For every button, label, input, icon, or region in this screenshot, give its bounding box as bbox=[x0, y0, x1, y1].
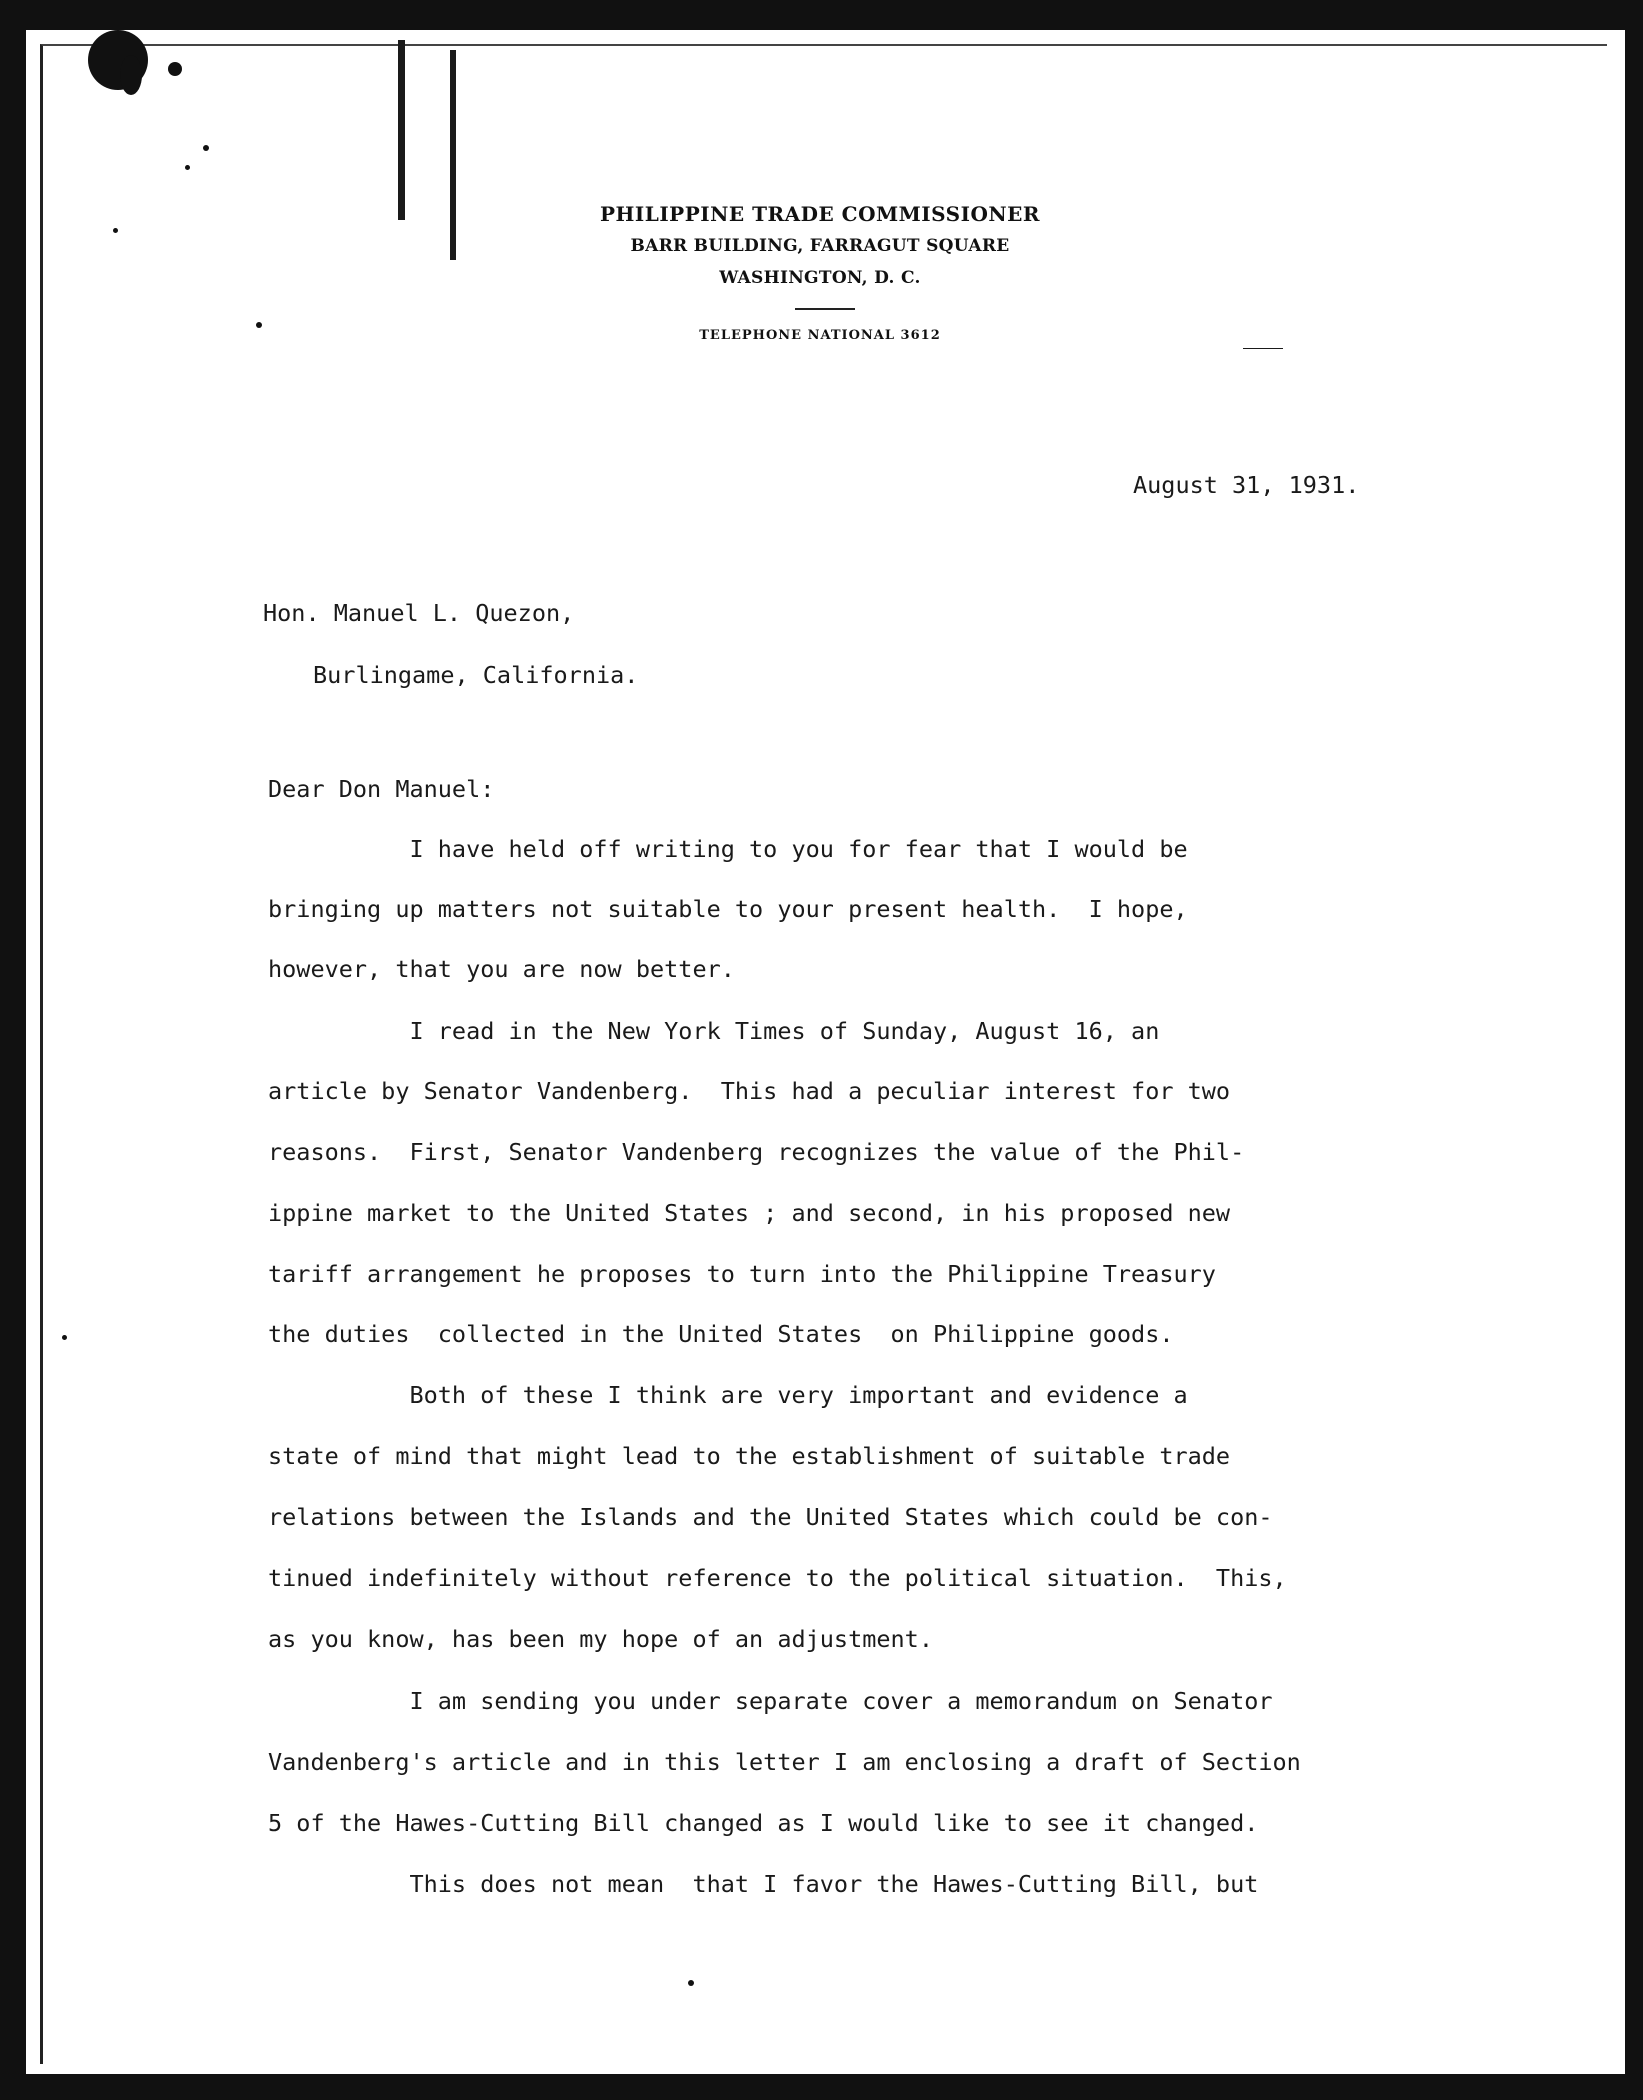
body-line: state of mind that might lead to the establishment of suitable trade bbox=[268, 1442, 1231, 1470]
ink-speck bbox=[203, 145, 209, 151]
body-line: article by Senator Vandenberg. This had a peculiar interest for two bbox=[268, 1077, 1231, 1105]
body-line: the duties collected in the United States on Philippine goods. bbox=[268, 1320, 1174, 1348]
ink-stain bbox=[168, 62, 182, 76]
body-line: tariff arrangement he proposes to turn into the Philippine Treasury bbox=[268, 1260, 1216, 1288]
body-line: 5 of the Hawes-Cutting Bill changed as I would like to see it changed. bbox=[268, 1809, 1259, 1837]
salutation: Dear Don Manuel: bbox=[268, 775, 495, 803]
body-line: as you know, has been my hope of an adjustment. bbox=[268, 1625, 933, 1653]
body-line: Vandenberg's article and in this letter I am enclosing a draft of Section bbox=[268, 1748, 1301, 1776]
scratch-mark bbox=[1243, 348, 1283, 349]
body-line: ippine market to the United States ; and second, in his proposed new bbox=[268, 1199, 1231, 1227]
body-line: This does not mean that I favor the Hawes-Cutting Bill, but bbox=[268, 1870, 1259, 1898]
letterhead-title: PHILIPPINE TRADE COMMISSIONER bbox=[599, 202, 1041, 226]
letter-date: August 31, 1931. bbox=[1133, 471, 1360, 499]
ink-speck bbox=[185, 165, 190, 170]
scratch-mark bbox=[398, 40, 405, 220]
recipient-name: Hon. Manuel L. Quezon, bbox=[263, 599, 575, 627]
body-line: relations between the Islands and the United States which could be con- bbox=[268, 1503, 1273, 1531]
ink-speck bbox=[62, 1335, 67, 1340]
ink-speck bbox=[688, 1980, 694, 1986]
ink-stain bbox=[120, 55, 142, 95]
letterhead-rule bbox=[795, 308, 855, 310]
body-line: however, that you are now better. bbox=[268, 955, 735, 983]
body-line: bringing up matters not suitable to your present health. I hope, bbox=[268, 895, 1188, 923]
body-line: tinued indefinitely without reference to the political situation. This, bbox=[268, 1564, 1287, 1592]
letterhead-address: BARR BUILDING, FARRAGUT SQUARE bbox=[630, 236, 1010, 256]
ink-speck bbox=[256, 322, 262, 328]
body-line: I am sending you under separate cover a memorandum on Senator bbox=[268, 1687, 1273, 1715]
letterhead-phone: TELEPHONE NATIONAL 3612 bbox=[699, 328, 941, 343]
body-line: reasons. First, Senator Vandenberg recognizes the value of the Phil- bbox=[268, 1138, 1245, 1166]
ink-speck bbox=[113, 228, 118, 233]
recipient-location: Burlingame, California. bbox=[313, 661, 639, 689]
body-line: Both of these I think are very important and evidence a bbox=[268, 1381, 1188, 1409]
letterhead-city: WASHINGTON, D. C. bbox=[719, 268, 921, 288]
scratch-mark bbox=[450, 50, 456, 260]
body-line: I read in the New York Times of Sunday, August 16, an bbox=[268, 1017, 1160, 1045]
body-line: I have held off writing to you for fear that I would be bbox=[268, 835, 1188, 863]
